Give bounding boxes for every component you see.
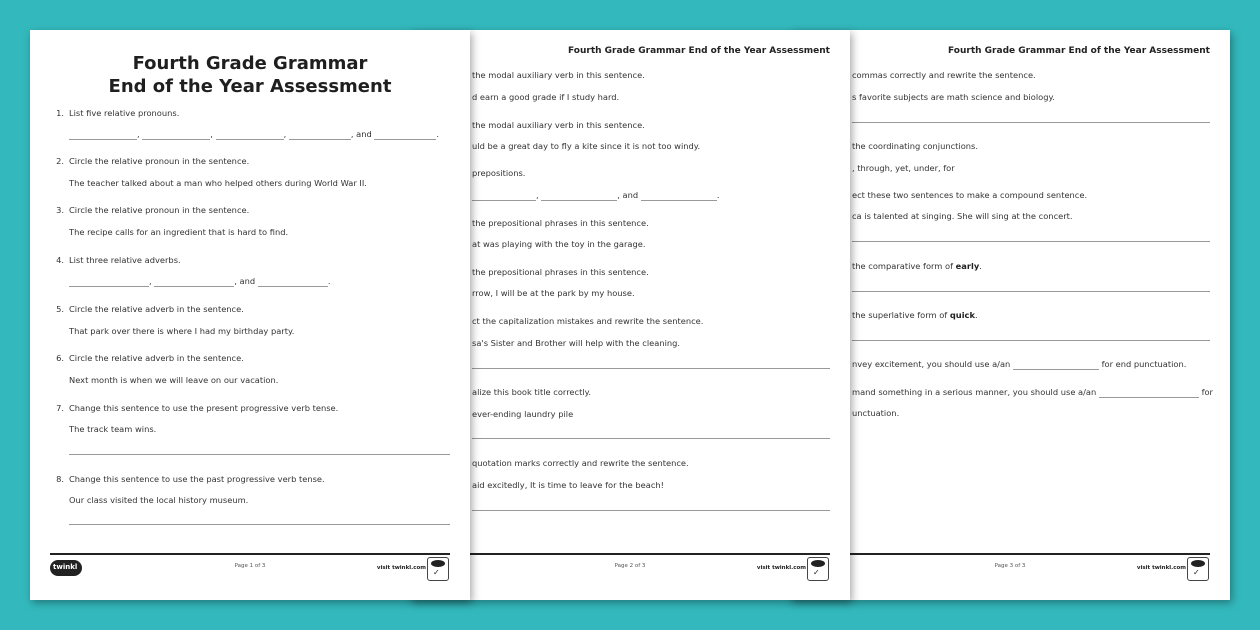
- answer-line: [472, 438, 830, 439]
- question-sentence: ca is talented at singing. She will sing at the concert.: [852, 211, 1073, 221]
- question-instruction: the prepositional phrases in this sentence.: [472, 218, 649, 228]
- question-sentence: , through, yet, under, for: [852, 163, 955, 173]
- footer-rule: [430, 553, 830, 555]
- answer-blanks: , , , , and .: [69, 129, 439, 140]
- twinkl-logo: twinkl: [50, 560, 82, 576]
- footer-rule: [810, 553, 1210, 555]
- question-sentence: rrow, I will be at the park by my house.: [472, 288, 635, 298]
- question-instruction: the comparative form of early.: [852, 261, 982, 271]
- question-instruction: the prepositional phrases in this sentence.: [472, 267, 649, 277]
- visit-link: visit twinkl.com: [376, 565, 426, 571]
- question-instruction: ect these two sentences to make a compound sentence.: [852, 190, 1088, 200]
- answer-line: [472, 510, 830, 511]
- page-number: Page 2 of 3: [614, 563, 646, 569]
- footer-rule: [50, 553, 450, 555]
- quality-badge-icon: ✓: [427, 557, 449, 581]
- answer-blank: [1013, 360, 1099, 370]
- question-instruction: prepositions.: [472, 168, 526, 178]
- answer-line: [852, 291, 1210, 292]
- question-instruction: the superlative form of quick.: [852, 310, 978, 320]
- quality-badge-icon: ✓: [807, 557, 829, 581]
- question-sentence: The track team wins.: [69, 424, 157, 434]
- question-sentence: The teacher talked about a man who helped others during World War II.: [69, 178, 367, 188]
- question-2: 2. Circle the relative pronoun in the sentence.: [56, 156, 250, 166]
- answer-blanks: , , and .: [69, 276, 330, 287]
- question-instruction-cont: unctuation.: [852, 408, 900, 418]
- question-5: 5. Circle the relative adverb in the sentence.: [56, 304, 244, 314]
- page-number: Page 3 of 3: [994, 563, 1026, 569]
- answer-line: [852, 241, 1210, 242]
- question-sentence: s favorite subjects are math science and biology.: [852, 92, 1055, 102]
- question-instruction: ct the capitalization mistakes and rewrite the sentence.: [472, 316, 704, 326]
- question-3: 3. Circle the relative pronoun in the sentence.: [56, 205, 250, 215]
- page-number: Page 1 of 3: [234, 563, 266, 569]
- worksheet-page-2: [410, 30, 850, 600]
- question-instruction: the coordinating conjunctions.: [852, 141, 979, 151]
- question-1: 1. List five relative pronouns.: [56, 108, 180, 118]
- answer-line: [852, 122, 1210, 123]
- worksheet-page-1: [30, 30, 470, 600]
- question-instruction: alize this book title correctly.: [472, 387, 592, 397]
- question-sentence: The recipe calls for an ingredient that is hard to find.: [69, 227, 289, 237]
- question-sentence: ever-ending laundry pile: [472, 409, 574, 419]
- quality-badge-icon: ✓: [1187, 557, 1209, 581]
- question-4: 4. List three relative adverbs.: [56, 255, 181, 265]
- question-sentence: uld be a great day to fly a kite since it is not too windy.: [472, 141, 701, 151]
- visit-link: visit twinkl.com: [1136, 565, 1186, 571]
- question-instruction: quotation marks correctly and rewrite the sentence.: [472, 458, 689, 468]
- question-7: 7. Change this sentence to use the present progressive verb tense.: [56, 403, 339, 413]
- question-instruction: mand something in a serious manner, you should use a/an for: [852, 387, 1213, 397]
- question-instruction: commas correctly and rewrite the sentence.: [852, 70, 1036, 80]
- answer-blank: [1099, 388, 1199, 398]
- question-instruction: the modal auxiliary verb in this sentence.: [472, 120, 645, 130]
- question-6: 6. Circle the relative adverb in the sentence.: [56, 353, 244, 363]
- worksheet-page-3: [790, 30, 1230, 600]
- visit-link: visit twinkl.com: [756, 565, 806, 571]
- question-sentence: d earn a good grade if I study hard.: [472, 92, 620, 102]
- question-sentence: aid excitedly, It is time to leave for the beach!: [472, 480, 664, 490]
- answer-line: [69, 524, 450, 525]
- page-header: Fourth Grade Grammar End of the Year Assessment: [948, 46, 1210, 56]
- question-sentence: Our class visited the local history museum.: [69, 495, 249, 505]
- question-instruction: the modal auxiliary verb in this sentence.: [472, 70, 645, 80]
- page-header: Fourth Grade Grammar End of the Year Assessment: [568, 46, 830, 56]
- question-sentence: Next month is when we will leave on our vacation.: [69, 375, 279, 385]
- question-sentence: That park over there is where I had my birthday party.: [69, 326, 295, 336]
- question-sentence: sa's Sister and Brother will help with the cleaning.: [472, 338, 681, 348]
- question-instruction: nvey excitement, you should use a/an for end punctuation.: [852, 359, 1187, 369]
- answer-line: [472, 368, 830, 369]
- worksheet-title: Fourth Grade Grammar End of the Year Assessment: [108, 53, 392, 97]
- question-sentence: at was playing with the toy in the garage.: [472, 239, 646, 249]
- answer-line: [852, 340, 1210, 341]
- answer-blanks: , , and .: [472, 190, 719, 201]
- answer-line: [69, 454, 450, 455]
- question-8: 8. Change this sentence to use the past progressive verb tense.: [56, 474, 325, 484]
